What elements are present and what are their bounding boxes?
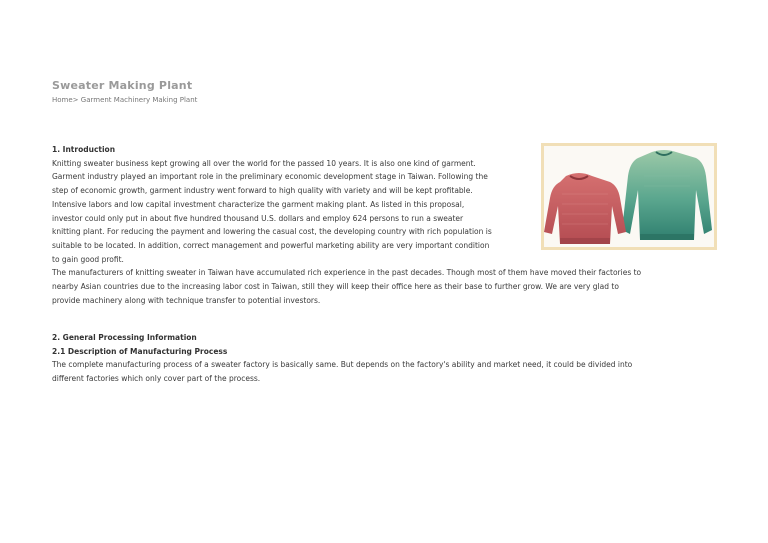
text-line: Intensive labors and low capital investment characterize the garment making plant. As listed in this proposal, bbox=[52, 199, 465, 209]
process-paragraph bbox=[52, 358, 717, 385]
breadcrumb-separator: > bbox=[72, 96, 79, 104]
text-line: suitable to be located. In addition, correct management and powerful marketing ability are very important condition bbox=[52, 240, 490, 250]
breadcrumb-current: Garment Machinery Making Plant bbox=[80, 96, 198, 104]
text-line: Garment industry played an important role in the preliminary economic development stage in Taiwan. Following the bbox=[52, 172, 488, 182]
intro-paragraph bbox=[52, 157, 542, 267]
text-line: different factories which only cover part of the process. bbox=[52, 374, 261, 384]
sweaters-image-icon bbox=[544, 146, 714, 247]
text-line: knitting plant. For reducing the payment and lowering the casual cost, the developing country with rich population is bbox=[52, 227, 492, 237]
text-line: investor could only put in about five hundred thousand U.S. dollars and employ 624 persons to run a sweater bbox=[52, 213, 464, 223]
text-line: nearby Asian countries due to the increasing labor cost in Taiwan, still they will keep their office here as their base to further grow. We are very glad to bbox=[52, 282, 619, 292]
text-line: The manufacturers of knitting sweater in Taiwan have accumulated rich experience in the past decades. Though most of them have moved their factories to bbox=[52, 268, 642, 278]
text-line: step of economic growth, garment industry went forward to high quality with variety and will be kept profitable. bbox=[52, 186, 473, 196]
section-heading: 1. Introduction bbox=[52, 145, 116, 154]
section-general-processing bbox=[52, 331, 717, 386]
manufacturers-paragraph bbox=[52, 266, 717, 307]
page-title: Sweater Making Plant bbox=[52, 79, 193, 92]
breadcrumb-home-link[interactable]: Home bbox=[52, 96, 73, 104]
breadcrumb bbox=[52, 96, 197, 104]
sweaters-photo bbox=[541, 143, 717, 250]
text-line: to gain good profit. bbox=[52, 254, 124, 264]
text-line: The complete manufacturing process of a sweater factory is basically same. But depends on the factory's ability and market need, it could be divided into bbox=[52, 360, 633, 370]
section-heading: 2. General Processing Information bbox=[52, 333, 197, 342]
text-line: Knitting sweater business kept growing all over the world for the passed 10 years. It is also one kind of garment. bbox=[52, 158, 476, 168]
text-line: provide machinery along with technique transfer to potential investors. bbox=[52, 295, 321, 305]
section-subheading: 2.1 Description of Manufacturing Process bbox=[52, 346, 228, 356]
